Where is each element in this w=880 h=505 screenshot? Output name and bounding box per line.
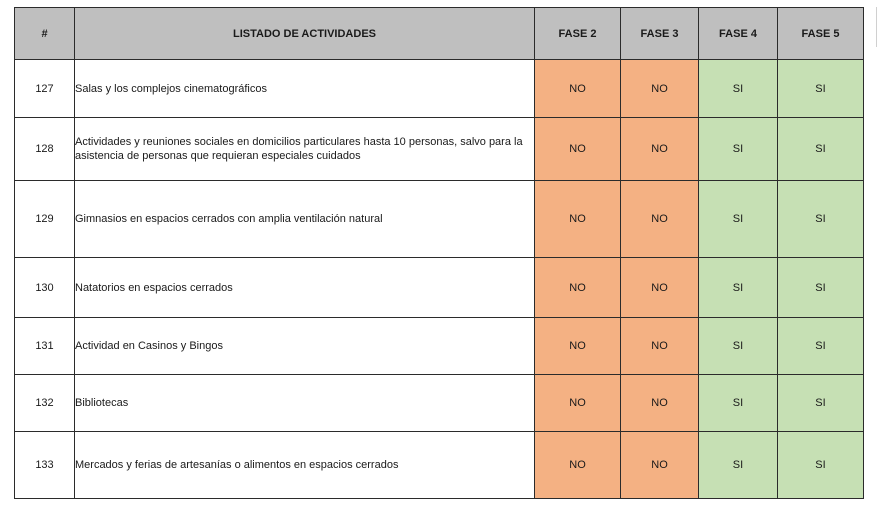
row-number: 133 <box>15 432 75 499</box>
row-activity: Bibliotecas <box>75 375 535 432</box>
row-fase2-status: NO <box>535 181 621 258</box>
header-number: # <box>15 8 75 60</box>
row-fase3-status: NO <box>621 432 699 499</box>
row-fase4-status: SI <box>699 118 778 181</box>
row-fase5-status: SI <box>778 181 864 258</box>
row-fase3-status: NO <box>621 118 699 181</box>
row-activity: Salas y los complejos cinematográficos <box>75 60 535 118</box>
header-fase5: FASE 5 <box>778 8 864 60</box>
row-fase2-status: NO <box>535 432 621 499</box>
row-fase5-status: SI <box>778 60 864 118</box>
row-fase2-status: NO <box>535 375 621 432</box>
table-row <box>15 118 864 181</box>
row-activity: Gimnasios en espacios cerrados con amplia ventilación natural <box>75 181 535 258</box>
row-activity: Natatorios en espacios cerrados <box>75 258 535 318</box>
row-fase5-status: SI <box>778 318 864 375</box>
row-fase4-status: SI <box>699 375 778 432</box>
row-number: 129 <box>15 181 75 258</box>
header-fase3: FASE 3 <box>621 8 699 60</box>
header-fase2: FASE 2 <box>535 8 621 60</box>
row-activity: Mercados y ferias de artesanías o alimentos en espacios cerrados <box>75 432 535 499</box>
row-fase3-status: NO <box>621 375 699 432</box>
row-fase2-status: NO <box>535 258 621 318</box>
header-fase4: FASE 4 <box>699 8 778 60</box>
row-fase2-status: NO <box>535 318 621 375</box>
row-number: 132 <box>15 375 75 432</box>
row-fase5-status: SI <box>778 375 864 432</box>
table-row <box>15 375 864 432</box>
row-fase5-status: SI <box>778 258 864 318</box>
row-activity: Actividad en Casinos y Bingos <box>75 318 535 375</box>
header-activity: LISTADO DE ACTIVIDADES <box>75 8 535 60</box>
row-number: 128 <box>15 118 75 181</box>
row-fase3-status: NO <box>621 318 699 375</box>
row-activity: Actividades y reuniones sociales en domicilios particulares hasta 10 personas, salvo para la asistencia de personas que requieran especiales cuidados <box>75 118 535 181</box>
table-row <box>15 432 864 499</box>
activities-table <box>14 7 864 499</box>
row-fase2-status: NO <box>535 60 621 118</box>
row-fase4-status: SI <box>699 60 778 118</box>
row-fase5-status: SI <box>778 432 864 499</box>
row-number: 130 <box>15 258 75 318</box>
row-number: 131 <box>15 318 75 375</box>
row-fase3-status: NO <box>621 181 699 258</box>
row-fase4-status: SI <box>699 258 778 318</box>
row-fase2-status: NO <box>535 118 621 181</box>
row-fase4-status: SI <box>699 181 778 258</box>
table-row <box>15 318 864 375</box>
row-fase3-status: NO <box>621 60 699 118</box>
row-number: 127 <box>15 60 75 118</box>
table-row <box>15 258 864 318</box>
header-row <box>15 8 864 60</box>
table-row <box>15 60 864 118</box>
row-fase4-status: SI <box>699 318 778 375</box>
page-edge-divider <box>876 7 877 47</box>
row-fase4-status: SI <box>699 432 778 499</box>
table-row <box>15 181 864 258</box>
row-fase5-status: SI <box>778 118 864 181</box>
row-fase3-status: NO <box>621 258 699 318</box>
